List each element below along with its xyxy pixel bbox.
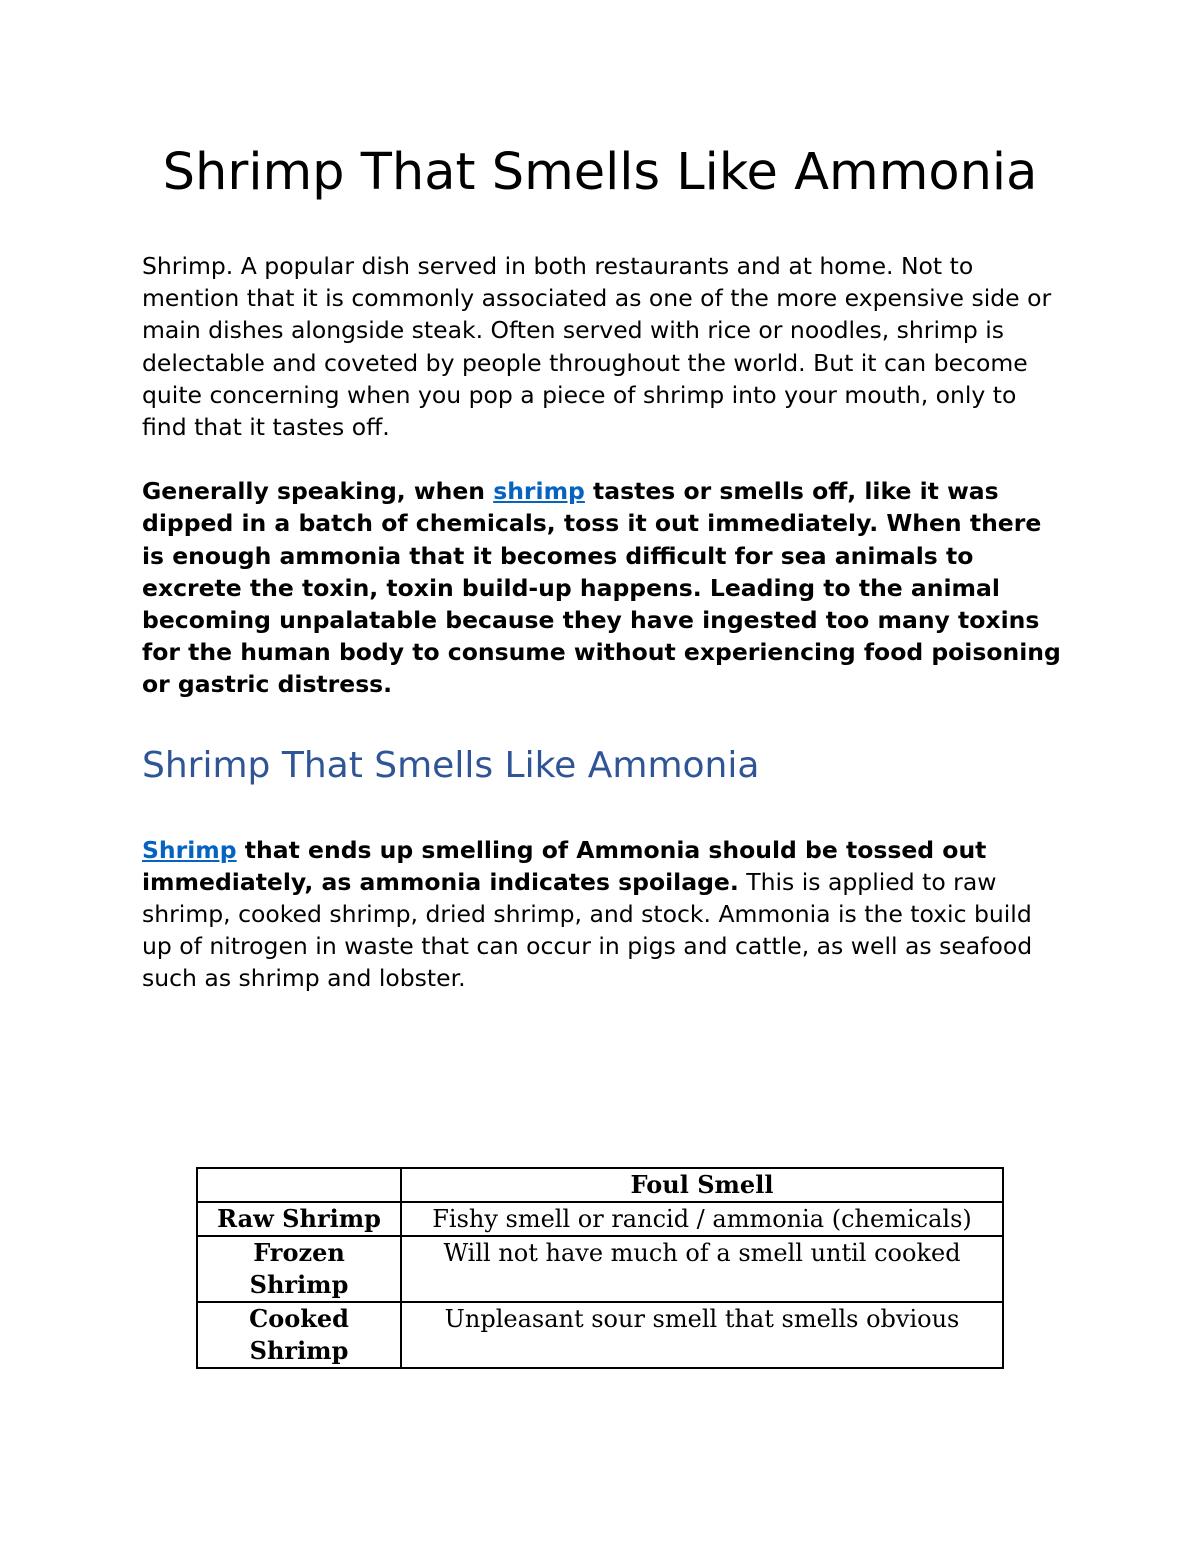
section-heading: Shrimp That Smells Like Ammonia	[142, 744, 760, 786]
smell-table	[196, 1167, 1004, 1369]
summary-text-after: tastes or smells off, like it was dipped in a batch of chemicals, toss it out immediately. When there is enough ammonia that it becomes difficult for sea animals to excrete the toxin, toxin build-up happens. Leading to the animal becoming unpalatable because they have ingested too many toxins for the human body to consume without experiencing food poisoning or gastric distress.	[142, 477, 1061, 699]
section-text: This is applied to raw shrimp, cooked shrimp, dried shrimp, and stock. Ammonia is the toxic build up of nitrogen in waste that can occur in pigs and cattle, as well as seafood such as shrimp and lobster.	[142, 867, 1033, 993]
shrimp-link[interactable]: shrimp	[493, 477, 585, 506]
document-title: Shrimp That Smells Like Ammonia	[162, 143, 1038, 202]
section-paragraph	[142, 834, 1062, 995]
table-row	[197, 1302, 1003, 1368]
table-row-label: Raw Shrimp	[197, 1202, 401, 1236]
table-header-row	[197, 1168, 1003, 1202]
summary-text-before: Generally speaking, when	[142, 477, 494, 506]
table-row-value: Will not have much of a smell until cooked	[401, 1236, 1003, 1302]
intro-paragraph: Shrimp. A popular dish served in both restaurants and at home. Not to mention that it is commonly associated as one of the more expensive side or main dishes alongside steak. Often served with rice or noodles, shrimp is delectable and coveted by people throughout the world. But it can become quite concerning when you pop a piece of shrimp into your mouth, only to find that it tastes off.	[142, 252, 1052, 442]
table-row-value: Unpleasant sour smell that smells obvious	[401, 1302, 1003, 1368]
document-page	[142, 140, 1062, 995]
table-corner-cell	[197, 1168, 401, 1202]
table-row-label: Cooked Shrimp	[197, 1302, 401, 1368]
table-row	[197, 1236, 1003, 1302]
summary-paragraph	[142, 475, 1062, 700]
shrimp-section-link[interactable]: Shrimp	[142, 835, 237, 864]
section-bold-text: that ends up smelling of Ammonia should be tossed out immediately, as ammonia indicates spoilage.	[142, 835, 987, 896]
table-row	[197, 1202, 1003, 1236]
table-row-value: Fishy smell or rancid / ammonia (chemicals)	[401, 1202, 1003, 1236]
table-header-foul-smell: Foul Smell	[401, 1168, 1003, 1202]
table-row-label: Frozen Shrimp	[197, 1236, 401, 1302]
